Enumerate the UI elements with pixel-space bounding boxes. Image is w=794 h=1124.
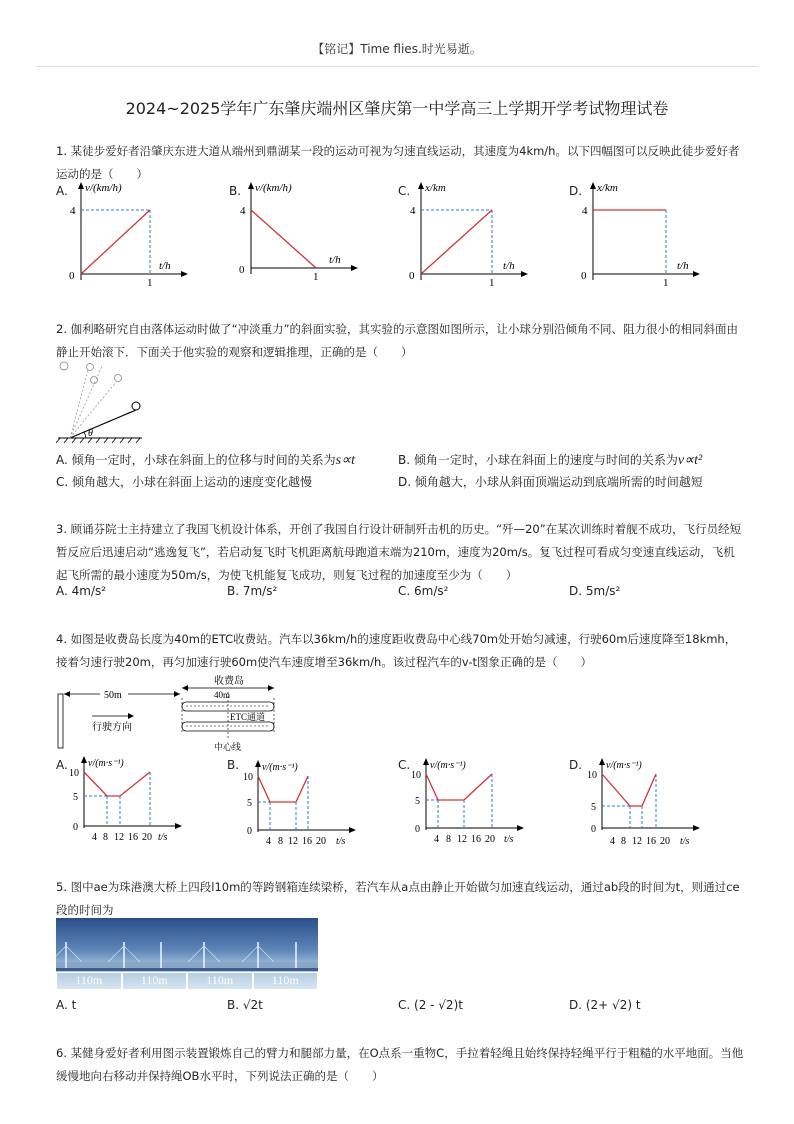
span-1-label: 110m (56, 972, 122, 990)
q4d-xtick-16: 16 (646, 836, 656, 847)
q4a-ytick-5: 5 (73, 792, 78, 803)
q4d-xtick-12: 12 (632, 836, 642, 847)
q4d-xtick-20: 20 (660, 836, 670, 847)
q4a-xtick-20: 20 (142, 832, 152, 843)
q4-graph-b (240, 758, 360, 852)
page-title: 2024~2025学年广东肇庆端州区肇庆第一中学高三上学期开学考试物理试卷 (125, 99, 669, 118)
q4c-xtick-16: 16 (471, 834, 481, 845)
q4c-xtick-20: 20 (485, 834, 495, 845)
q4c-ytick-0: 0 (415, 824, 420, 835)
q2-option-b: B. 倾角一定时，小球在斜面上的速度与时间的关系为v∝t² (398, 453, 703, 468)
q1c-xlabel: t/h (503, 260, 515, 272)
q1d-xtick: 1 (663, 277, 669, 289)
q4b-xtick-20: 20 (316, 836, 326, 847)
q4-option-a-label: A. (56, 758, 68, 772)
header-divider (36, 66, 758, 67)
q1b-ytick: 4 (240, 205, 246, 217)
q4b-xtick-16: 16 (302, 836, 312, 847)
q4c-ytick-10: 10 (411, 770, 421, 781)
q4c-xtick-4: 4 (434, 834, 439, 845)
q1c-ylabel: x/km (425, 182, 446, 194)
q4-etc-diagram (56, 672, 286, 754)
q3-option-d: D. 5m/s² (569, 584, 621, 598)
q1a-origin: 0 (69, 270, 75, 282)
q1b-origin: 0 (239, 264, 245, 276)
q4-etc: ETC通道 (230, 712, 265, 722)
q4b-xtick-4: 4 (266, 836, 271, 847)
q1b-xtick: 1 (313, 271, 319, 283)
q4-len50: 50m (104, 690, 122, 701)
span-2-label: 110m (122, 972, 188, 990)
q2-incline-diagram (56, 358, 146, 444)
q4-graph-c (408, 756, 528, 850)
q5-option-a: A. t (56, 998, 77, 1012)
q4d-xlabel: t/s (680, 836, 690, 847)
q4d-ytick-0: 0 (591, 824, 596, 835)
q1a-xlabel: t/h (159, 260, 171, 272)
q1d-ytick: 4 (582, 205, 588, 217)
question-5-stem: 5. 图中ae为珠港澳大桥上四段l10m的等跨钢箱连续梁桥，若汽车从a点由静止开始做匀加速直线运动，通过ab段的时间为t，则通过ce段的时间为 (56, 880, 740, 917)
q1-graph-d (574, 178, 704, 290)
q4a-ytick-0: 0 (73, 822, 78, 833)
q4-option-b-label: B. (227, 758, 240, 772)
q4-option-d-label: D. (569, 758, 583, 772)
q5-option-d: D. (2+ √2) t (569, 998, 641, 1012)
q3-option-c: C. 6m/s² (398, 584, 449, 598)
q4-center: 中心线 (214, 742, 242, 752)
q4b-xtick-8: 8 (278, 836, 283, 847)
q1c-ytick: 4 (410, 205, 416, 217)
q1-graph-a (62, 178, 192, 290)
q4-graph-a (66, 754, 186, 848)
bridge-photo (56, 918, 318, 990)
q4a-xtick-12: 12 (114, 832, 124, 843)
q3-option-a: A. 4m/s² (56, 584, 107, 598)
q4a-xtick-8: 8 (103, 832, 108, 843)
q4c-xlabel: t/s (504, 834, 514, 845)
q4b-ytick-0: 0 (247, 826, 252, 837)
q4a-xtick-16: 16 (128, 832, 138, 843)
q1-graph-c (402, 178, 532, 290)
q5-option-b: B. √2t (227, 998, 263, 1012)
q4-len40: 40m (214, 690, 231, 700)
span-4-label: 110m (253, 972, 319, 990)
q2-theta: θ (88, 428, 93, 439)
question-6-stem: 6. 某健身爱好者利用图示装置锻炼自己的臂力和腿部力量，在O点系一重物C，手拉着轻绳且始终保持轻绳平行于粗糙的水平地面。当他缓慢地向右移动并保持绳OB水平时，下列说法正确的是（ ） (56, 1046, 744, 1083)
q1b-ylabel: v/(km/h) (255, 182, 292, 194)
q4c-xtick-12: 12 (457, 834, 467, 845)
question-1-stem: 1. 某徒步爱好者沿肇庆东进大道从端州到鼎湖某一段的运动可视为匀速直线运动，其速度为4km/h。以下四幅图可以反映此徒步爱好者运动的是（ ） (56, 144, 740, 181)
q4a-xlabel: t/s (158, 832, 168, 843)
q4b-ytick-5: 5 (247, 798, 252, 809)
q4-direction: 行驶方向 (92, 722, 132, 733)
q1d-ylabel: x/km (597, 182, 618, 194)
q1d-xlabel: t/h (677, 260, 689, 272)
q1-graph-b (232, 178, 362, 290)
q4-island: 收费岛 (214, 676, 244, 687)
q4d-ylabel: v/(m·s⁻¹) (606, 760, 642, 771)
question-3-stem: 3. 顾诵芬院士主持建立了我国飞机设计体系，开创了我国自行设计研制歼击机的历史。“歼—20”在某次训练时着舰不成功，飞行员经短暂反应后迅速启动“逃逸复飞”，若启动复飞时飞机距离航母跑道末端为210m，速度为20m/s。复飞过程可看成匀变速直线运动，飞机起飞所需的最小速度为50m/s，为使飞机能复飞成功，则复飞过程的加速度至少为（ ） (56, 522, 742, 582)
q1-option-b-label: B. (229, 184, 242, 198)
q4a-ylabel: v/(m·s⁻¹) (88, 758, 124, 769)
q4d-ytick-10: 10 (587, 770, 597, 781)
q2-option-a: A. 倾角一定时，小球在斜面上的位移与时间的关系为s∝t (56, 453, 355, 468)
q1b-xlabel: t/h (329, 254, 341, 266)
q4c-ylabel: v/(m·s⁻¹) (430, 760, 466, 771)
q1a-ylabel: v/(km/h) (85, 182, 122, 194)
q4a-xtick-4: 4 (92, 832, 97, 843)
q4b-xlabel: t/s (336, 836, 346, 847)
q4d-xtick-4: 4 (610, 836, 615, 847)
q1c-xtick: 1 (489, 277, 495, 289)
q1a-xtick: 1 (147, 277, 153, 289)
q5-option-c: C. (2 - √2)t (398, 998, 463, 1012)
q1-option-c-label: C. (398, 184, 411, 198)
q1a-ytick: 4 (70, 205, 76, 217)
q4c-ytick-5: 5 (415, 796, 420, 807)
q4b-ylabel: v/(m·s⁻¹) (262, 762, 298, 773)
q4b-xtick-12: 12 (288, 836, 298, 847)
q4b-ytick-10: 10 (243, 772, 253, 783)
q1-option-d-label: D. (569, 184, 583, 198)
question-2-stem: 2. 伽利略研究自由落体运动时做了“冲淡重力”的斜面实验，其实验的示意图如图所示，让小球分别沿倾角不同、阻力很小的相同斜面由静止开始滚下．下面关于他实验的观察和逻辑推理，正确的是（ ） (56, 322, 739, 359)
q1d-origin: 0 (581, 270, 587, 282)
question-4-stem: 4. 如图是收费岛长度为40m的ETC收费站。汽车以36km/h的速度距收费岛中心线70m处开始匀减速，行驶60m后速度降至18kmh，接着匀速行驶20m，再匀加速行驶60m使汽车速度增至36km/h。该过程汽车的v-t图象正确的是（ ） (56, 632, 737, 669)
q4c-xtick-8: 8 (446, 834, 451, 845)
q2-option-d: D. 倾角越大，小球从斜面顶端运动到底端所需的时间越短 (398, 475, 703, 489)
q4-option-c-label: C. (398, 758, 411, 772)
span-3-label: 110m (187, 972, 253, 990)
q3-option-b: B. 7m/s² (227, 584, 278, 598)
q4d-xtick-8: 8 (621, 836, 626, 847)
q1c-origin: 0 (409, 270, 415, 282)
q4a-ytick-10: 10 (69, 768, 79, 779)
q4-graph-d (584, 756, 704, 850)
q4d-ytick-5: 5 (591, 802, 596, 813)
page-header: 【铭记】Time flies.时光易逝。 (312, 42, 482, 56)
q2-option-c: C. 倾角越大，小球在斜面上运动的速度变化越慢 (56, 475, 313, 489)
q1-option-a-label: A. (56, 184, 68, 198)
